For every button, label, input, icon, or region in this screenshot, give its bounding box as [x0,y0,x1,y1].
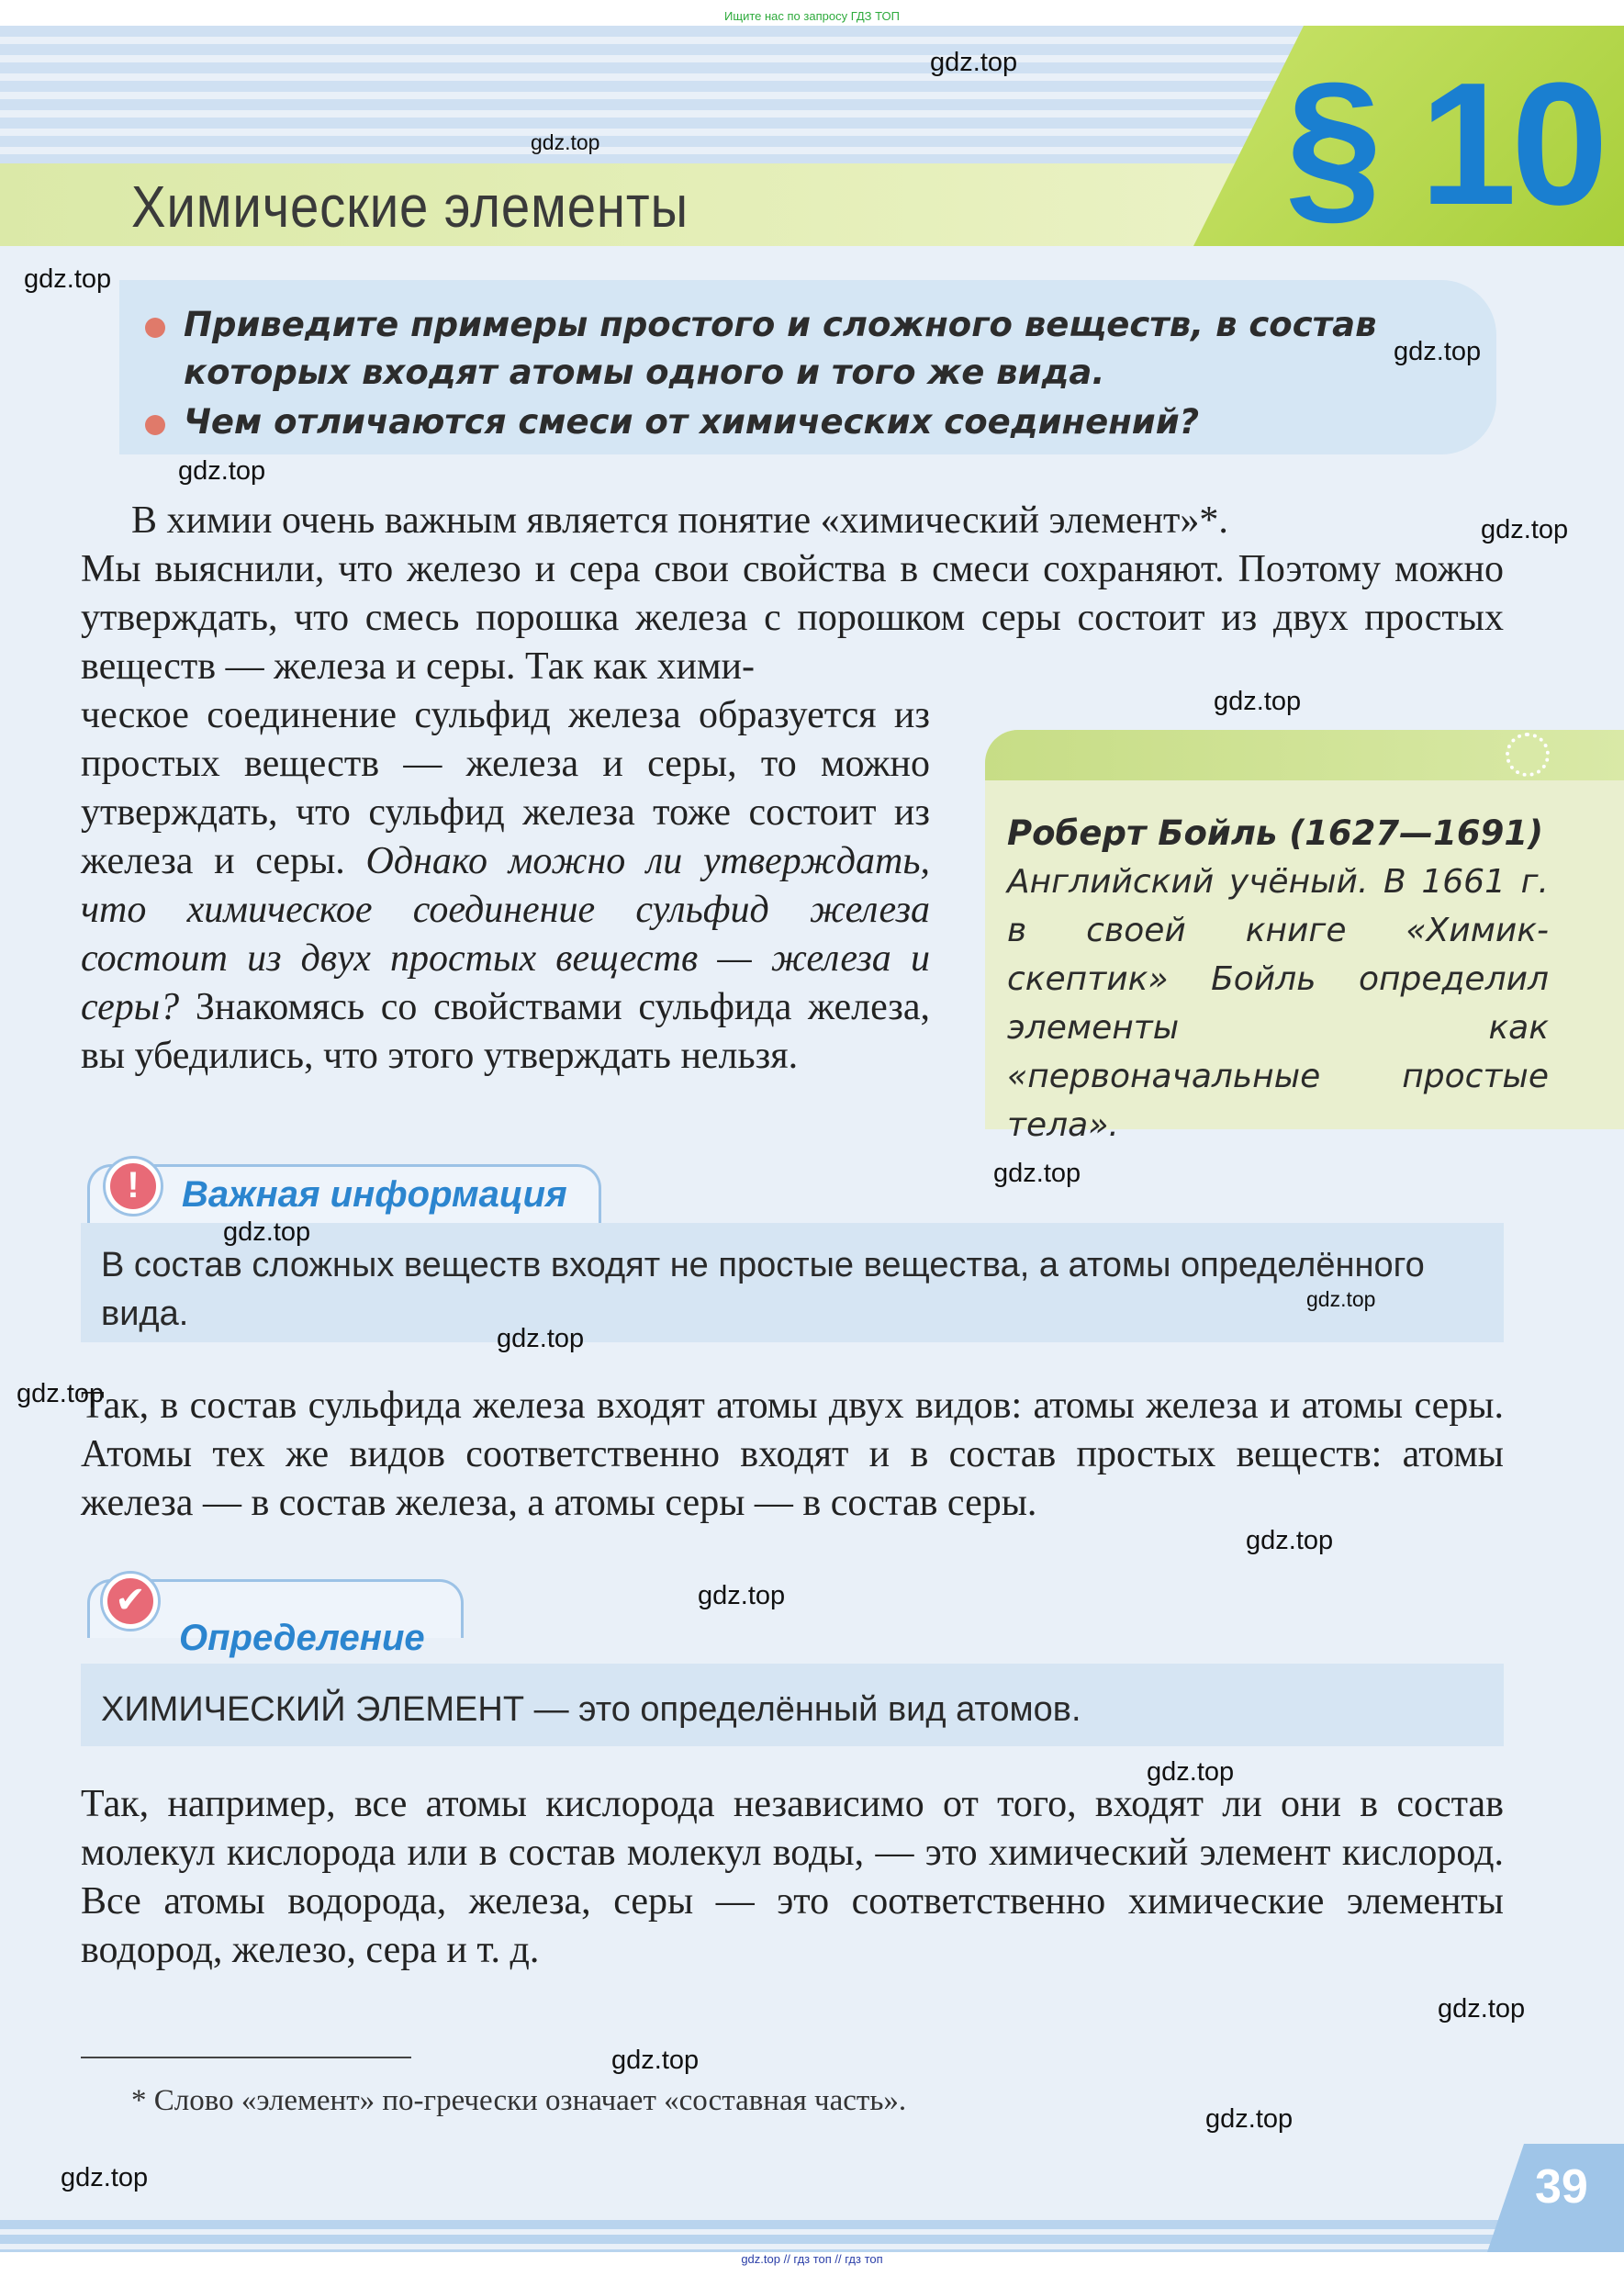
exclamation-icon: ! [106,1159,161,1214]
bullet-icon [145,318,165,338]
watermark: gdz.top [178,456,266,486]
question-2: Чем отличаются смеси от химических соединений? [184,402,1200,442]
watermark: gdz.top [698,1581,786,1610]
important-text: В состав сложных веществ входят не простые вещества, а атомы определённого вида. [101,1246,1425,1333]
footnote: * Слово «элемент» по-гречески означает «составная часть». [131,2084,907,2117]
paragraph-number: § 10 [1285,47,1603,241]
watermark: gdz.top [1205,2104,1294,2134]
definition-text: ХИМИЧЕСКИЙ ЭЛЕМЕНТ — это определённый вид атомов. [101,1690,1081,1729]
watermark: gdz.top [24,264,112,294]
left-column-plain: ческое соединение сульфид железа образуется из простых веществ — железа и серы, то можно утверждать, что сульфид железа тоже состоит из железа и серы. [81,694,930,882]
bottom-banner: gdz.top // гдз топ // гдз топ [741,2252,883,2266]
sulfide-paragraph: Так, в состав сульфида железа входят атомы двух видов: атомы железа и атомы серы. Атомы тех же видов соответственно входят и в состав простых веществ: атомы железа — в состав железа, а атомы серы — в состав серы. [81,1385,1504,1524]
oxygen-paragraph: Так, например, все атомы кислорода независимо от того, входят ли они в состав молекул кислорода или в состав молекул воды, — это химический элемент кислород. Все атомы водорода, железа, серы — это соответственно химические элементы водород, железо, сера и т. д. [81,1783,1504,1971]
definition-label: Определение [179,1618,425,1658]
bullet-icon [145,415,165,435]
question-1-line-1: Приведите примеры простого и сложного веществ, в состав [184,305,1377,344]
footnote-divider [81,2057,411,2058]
scientist-bio: Английский учёный. В 1661 г. в своей книге «Химик-скептик» Бойль определил элементы как «первоначальные простые тела». [1007,863,1549,1144]
important-label: Важная информация [182,1174,567,1215]
watermark: gdz.top [1306,1287,1376,1311]
watermark: gdz.top [223,1217,311,1247]
page-title: Химические элементы [131,174,689,240]
left-column-question: Однако можно ли утверждать, что химическое соединение сульфид железа состоит из двух простых веществ — железа и серы? [81,840,930,1028]
checkmark-icon: ✔ [103,1574,158,1629]
intro-paragraph: Мы выяснили, что железо и сера свои свойства в смеси сохраняют. Поэтому можно утверждать, что смесь порошка железа с порошком серы состоит из двух простых веществ — железа и серы. Так как хими- [81,548,1504,688]
watermark: gdz.top [1481,515,1569,544]
watermark: gdz.top [17,1379,105,1408]
intro-first-line: В химии очень важным является понятие «химический элемент»*. [131,499,1228,542]
watermark: gdz.top [531,130,600,154]
watermark: gdz.top [993,1159,1081,1188]
bottom-stripes [0,2220,1624,2252]
scientist-name: Роберт Бойль (1627—1691) [1007,813,1543,853]
left-column-text [81,691,930,1081]
watermark: gdz.top [497,1324,585,1353]
gear-icon [1506,733,1550,777]
watermark: gdz.top [611,2046,700,2075]
watermark: gdz.top [1394,337,1482,366]
watermark: gdz.top [1147,1757,1235,1787]
watermark: gdz.top [930,48,1018,77]
watermark: gdz.top [61,2163,149,2192]
top-banner: Ищите нас по запросу ГДЗ ТОП [724,9,900,23]
watermark: gdz.top [1438,1994,1526,2024]
question-1-line-2: которых входят атомы одного и того же вида. [184,353,1105,392]
left-column-conclusion: Знакомясь со свойствами сульфида железа, вы убедились, что этого утверждать нельзя. [81,986,930,1077]
watermark: gdz.top [1246,1526,1334,1555]
page-number: 39 [1535,2160,1588,2214]
watermark: gdz.top [1214,687,1302,716]
